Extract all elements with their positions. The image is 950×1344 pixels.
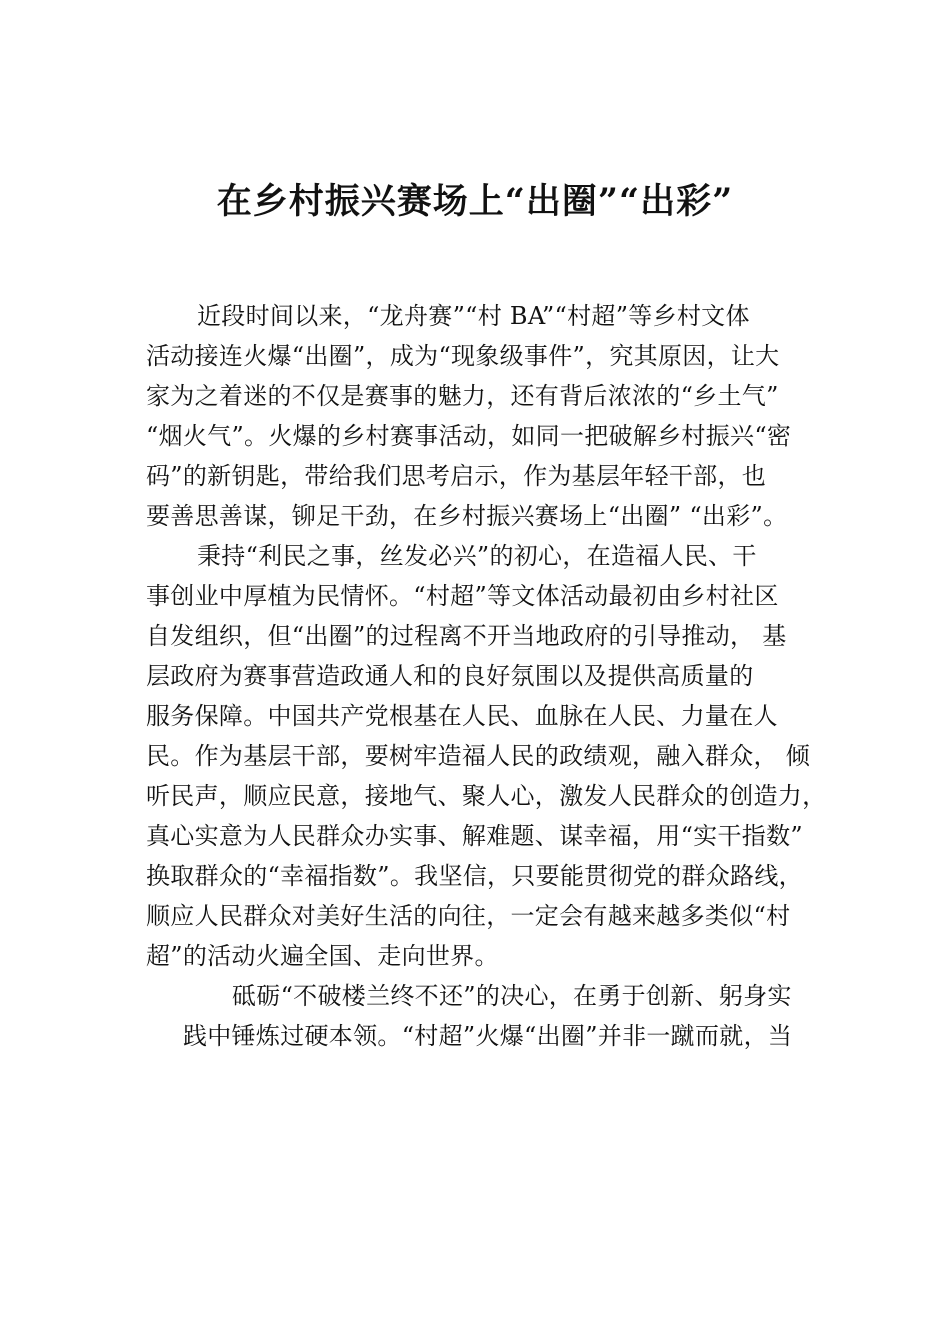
text-line: 听民声，顺应民意，接地气、聚人心，激发人民群众的创造力， [146, 782, 827, 810]
text-line: 民。作为基层干部，要树牢造福人民的政绩观，融入群众， 倾 [146, 742, 811, 770]
text-line: 换取群众的“幸福指数”。我坚信，只要能贯彻党的群众路线， [146, 862, 803, 890]
text-line: 服务保障。中国共产党根基在人民、血脉在人民、力量在人 [146, 702, 778, 730]
text-line: 超”的活动火遍全国、走向世界。 [146, 942, 499, 970]
text-line: 家为之着迷的不仅是赛事的魅力，还有背后浓浓的“乡土气” [146, 382, 779, 410]
text-line: 要善思善谋，铆足干劲，在乡村振兴赛场上“出圈” “出彩”。 [146, 502, 788, 530]
text-line: “烟火气”。火爆的乡村赛事活动，如同一把破解乡村振兴“密 [146, 422, 792, 450]
text-line: 践中锤炼过硬本领。“村超”火爆“出圈”并非一蹴而就，当 [183, 1022, 793, 1050]
text-line: 活动接连火爆“出圈”，成为“现象级事件”，究其原因，让大 [146, 342, 780, 370]
text-line: 事创业中厚植为民情怀。“村超”等文体活动最初由乡村社区 [146, 582, 779, 610]
text-line: 码”的新钥匙，带给我们思考启示，作为基层年轻干部，也 [146, 462, 767, 490]
text-line: 顺应人民群众对美好生活的向往，一定会有越来越多类似“村 [146, 902, 791, 930]
text-line: 自发组织，但“出圈”的过程离不开当地政府的引导推动， 基 [146, 622, 787, 650]
text-line: 砥砺“不破楼兰终不还”的决心，在勇于创新、躬身实 [232, 982, 792, 1010]
text-line: 真心实意为人民群众办实事、解难题、谋幸福，用“实干指数” [146, 822, 803, 850]
text-line: 近段时间以来，“龙舟赛”“村 BA”“村超”等乡村文体 [197, 302, 750, 330]
document-title: 在乡村振兴赛场上“出圈”“出彩” [216, 181, 734, 222]
text-line: 层政府为赛事营造政通人和的良好氛围以及提供高质量的 [146, 662, 754, 690]
text-line: 秉持“利民之事，丝发必兴”的初心，在造福人民、干 [197, 542, 757, 570]
